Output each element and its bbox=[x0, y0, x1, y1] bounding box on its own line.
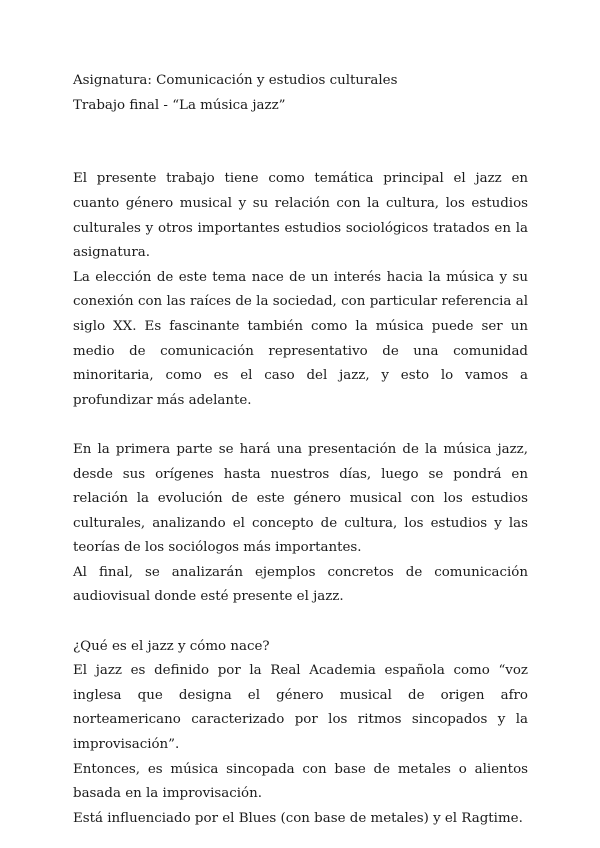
subject-line: Asignatura: Comunicación y estudios culturales bbox=[73, 73, 398, 88]
spacer bbox=[73, 143, 528, 168]
section-heading: ¿Qué es el jazz y cómo nace? bbox=[73, 638, 270, 654]
intro-paragraph-1: El presente trabajo tiene como temática principal el jazz en cuanto género musical y su relación con la cultura, los estudios culturales y otros importantes estudios sociológicos tratados en la asignatura. bbox=[73, 171, 528, 261]
section-paragraph-1: El jazz es definido por la Real Academia española como “voz inglesa que designa el género musical de origen afro norteamericano caracterizado por los ritmos sincopados y la improvisación”. bbox=[73, 663, 528, 753]
work-title-line: Trabajo final - “La música jazz” bbox=[73, 97, 286, 113]
document-body bbox=[73, 69, 528, 831]
section-paragraph-2: Entonces, es música sincopada con base de metales o alientos basada en la improvisación. bbox=[73, 761, 528, 802]
intro-paragraph-2: La elección de este tema nace de un interés hacia la música y su conexión con las raíces de la sociedad, con particular referencia al siglo XX. Es fascinante también como la música puede ser un medio de comunicación representativo de una comunidad minoritaria, como es el caso del jazz, y esto lo vamos a profundizar más adelante. bbox=[73, 269, 528, 408]
spacer bbox=[73, 610, 528, 635]
section-paragraph-3: Está influenciado por el Blues (con base de metales) y el Ragtime. bbox=[73, 810, 523, 826]
outline-paragraph-2: Al final, se analizarán ejemplos concretos de comunicación audiovisual donde esté presente el jazz. bbox=[73, 564, 528, 605]
outline-paragraph-1: En la primera parte se hará una presentación de la música jazz, desde sus orígenes hasta nuestros días, luego se pondrá en relación la evolución de este género musical con los estudios culturales, analizando el concepto de cultura, los estudios y las teorías de los sociólogos más importantes. bbox=[73, 441, 528, 556]
spacer bbox=[73, 413, 528, 438]
spacer bbox=[73, 118, 528, 143]
